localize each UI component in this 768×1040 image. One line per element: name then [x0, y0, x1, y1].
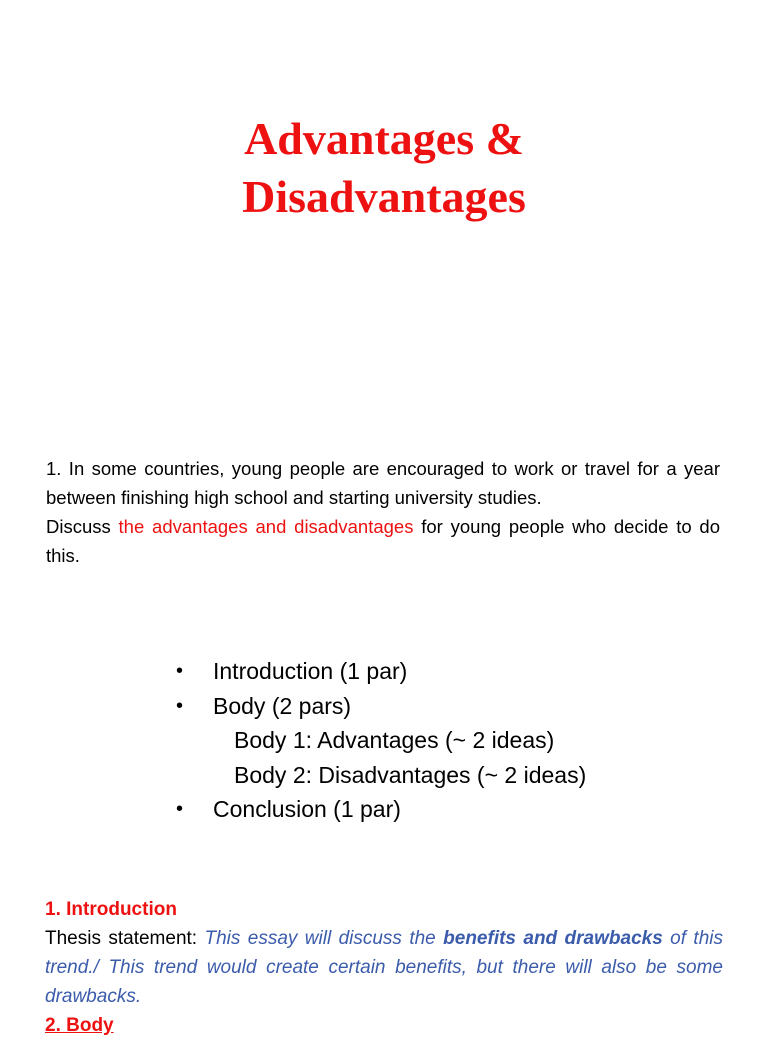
bullet-icon: • [176, 798, 184, 820]
essay-question [46, 454, 720, 570]
introduction-section [45, 895, 723, 1040]
discuss-highlight: the advantages and disadvantages [118, 516, 414, 537]
discuss-after: for young people who decide to do this. [46, 516, 720, 566]
title-line-1: Advantages & [244, 113, 524, 164]
discuss-before: Discuss [46, 516, 119, 537]
outline-item-label: Conclusion (1 par) [213, 796, 401, 822]
outline-item-introduction [176, 654, 586, 689]
outline-subitem-body-2 [176, 758, 586, 793]
outline-item-label: Body (2 pars) [213, 692, 352, 719]
outline-subitem-body-1 [176, 723, 586, 758]
bullet-icon: • [176, 660, 184, 682]
page-title [0, 110, 768, 226]
thesis-text-2: of this trend./ This trend would create certain benefits, but there will also be some drawbacks. [45, 928, 723, 1007]
outline-item-label: Body 1: Advantages (~ 2 ideas) [234, 727, 555, 753]
thesis-statement [45, 924, 723, 1011]
outline-item-label: Introduction (1 par) [213, 658, 408, 684]
thesis-text-1: This essay will discuss the [204, 928, 444, 949]
question-instruction [46, 512, 720, 570]
essay-outline [176, 654, 586, 827]
question-sentence: 1. In some countries, young people are encouraged to work or travel for a year between finishing high school and starting university studies. [46, 458, 720, 508]
outline-item-body [176, 689, 586, 724]
outline-item-conclusion [176, 792, 586, 827]
thesis-text-bold: benefits and drawbacks [443, 928, 663, 949]
title-line-2: Disadvantages [242, 171, 526, 222]
bullet-icon: • [176, 694, 184, 717]
outline-item-label: Body 2: Disadvantages (~ 2 ideas) [234, 761, 587, 788]
body-heading: 2. Body [45, 1015, 114, 1036]
thesis-label: Thesis statement: [45, 928, 205, 949]
introduction-heading: 1. Introduction [45, 899, 177, 920]
